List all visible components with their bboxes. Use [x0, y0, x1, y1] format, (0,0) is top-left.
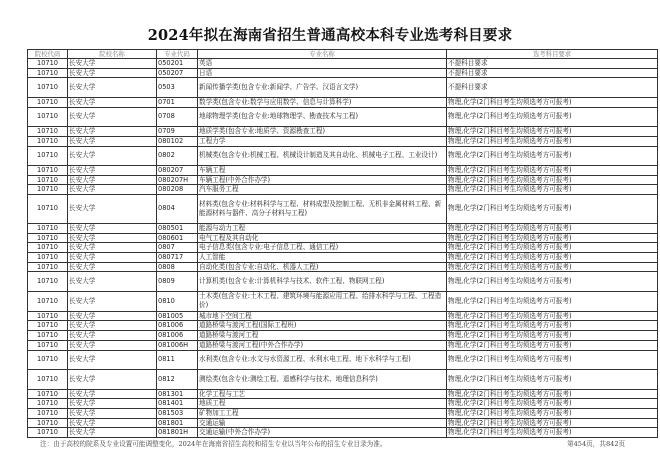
- cell-major-name: 地球物理学类(包含专业:地球物理学、勘查技术与工程): [198, 107, 447, 127]
- cell-major-code: 0811: [157, 350, 198, 370]
- cell-requirement: 物理,化学(2门科目考生均须选考方可报考): [447, 107, 658, 127]
- cell-school-code: 10710: [28, 262, 68, 272]
- cell-school-code: 10710: [28, 243, 68, 253]
- cell-school-code: 10710: [28, 175, 68, 185]
- cell-school-code: 10710: [28, 185, 68, 195]
- cell-school-name: 长安大学: [68, 127, 157, 137]
- cell-school-code: 10710: [28, 166, 68, 176]
- cell-school-name: 长安大学: [68, 428, 157, 438]
- cell-major-name: 汽车服务工程: [198, 185, 447, 195]
- cell-school-name: 长安大学: [68, 233, 157, 243]
- cell-school-name: 长安大学: [68, 331, 157, 341]
- cell-major-code: 0709: [157, 127, 198, 137]
- cell-major-name: 地质工程: [198, 399, 447, 409]
- cell-school-name: 长安大学: [68, 311, 157, 321]
- cell-requirement: 物理,化学(2门科目考生均须选考方可报考): [447, 272, 658, 292]
- table-row: [28, 195, 658, 224]
- table-header-row: [28, 50, 658, 59]
- cell-major-name: 化学工程与工艺: [198, 389, 447, 399]
- cell-major-name: 人工智能: [198, 253, 447, 263]
- header-school-name: 院校名称: [68, 50, 157, 59]
- cell-major-code: 080207H: [157, 175, 198, 185]
- table-row: [28, 262, 658, 272]
- cell-major-name: 计算机类(包含专业:计算机科学与技术、软件工程、物联网工程): [198, 272, 447, 292]
- table-row: [28, 233, 658, 243]
- cell-major-name: 测绘类(包含专业:测绘工程、遥感科学与技术、地理信息科学): [198, 370, 447, 390]
- cell-requirement: 物理,化学(2门科目考生均须选考方可报考): [447, 175, 658, 185]
- cell-school-name: 长安大学: [68, 418, 157, 428]
- table-row: [28, 243, 658, 253]
- table-row: [28, 311, 658, 321]
- cell-school-name: 长安大学: [68, 291, 157, 311]
- cell-major-code: 0809: [157, 272, 198, 292]
- table-row: [28, 68, 658, 78]
- cell-major-code: 081006H: [157, 340, 198, 350]
- cell-school-name: 长安大学: [68, 107, 157, 127]
- cell-school-code: 10710: [28, 321, 68, 331]
- header-requirement: 选考科目要求: [447, 50, 658, 59]
- table-row: [28, 136, 658, 146]
- cell-school-code: 10710: [28, 146, 68, 166]
- cell-school-code: 10710: [28, 127, 68, 137]
- cell-school-name: 长安大学: [68, 389, 157, 399]
- cell-school-name: 长安大学: [68, 399, 157, 409]
- cell-major-code: 080501: [157, 223, 198, 233]
- cell-requirement: 物理,化学(2门科目考生均须选考方可报考): [447, 418, 658, 428]
- cell-requirement: 物理,化学(2门科目考生均须选考方可报考): [447, 331, 658, 341]
- cell-school-code: 10710: [28, 136, 68, 146]
- cell-major-code: 081006: [157, 331, 198, 341]
- cell-school-code: 10710: [28, 78, 68, 98]
- cell-school-code: 10710: [28, 370, 68, 390]
- cell-requirement: 不提科目要求: [447, 78, 658, 98]
- cell-school-name: 长安大学: [68, 97, 157, 107]
- table-row: [28, 127, 658, 137]
- cell-school-name: 长安大学: [68, 136, 157, 146]
- cell-major-name: 机械类(包含专业:机械工程、机械设计制造及其自动化、机械电子工程、工业设计): [198, 146, 447, 166]
- cell-requirement: 物理,化学(2门科目考生均须选考方可报考): [447, 291, 658, 311]
- cell-major-name: 能源与动力工程: [198, 223, 447, 233]
- cell-requirement: 物理,化学(2门科目考生均须选考方可报考): [447, 195, 658, 224]
- cell-school-code: 10710: [28, 428, 68, 438]
- cell-school-name: 长安大学: [68, 243, 157, 253]
- cell-requirement: 物理,化学(2门科目考生均须选考方可报考): [447, 233, 658, 243]
- cell-major-name: 道路桥梁与渡河工程: [198, 331, 447, 341]
- cell-requirement: 物理,化学(2门科目考生均须选考方可报考): [447, 262, 658, 272]
- table-row: [28, 185, 658, 195]
- table-row: [28, 223, 658, 233]
- cell-school-name: 长安大学: [68, 185, 157, 195]
- cell-major-name: 材料类(包含专业:材料科学与工程、材料成型及控制工程、无机非金属材料工程、新能源材料与器件、高分子材料与工程): [198, 195, 447, 224]
- cell-school-code: 10710: [28, 418, 68, 428]
- cell-requirement: 物理,化学(2门科目考生均须选考方可报考): [447, 370, 658, 390]
- cell-major-name: 矿物加工工程: [198, 408, 447, 418]
- cell-major-code: 080102: [157, 136, 198, 146]
- cell-school-name: 长安大学: [68, 68, 157, 78]
- cell-school-name: 长安大学: [68, 166, 157, 176]
- cell-school-code: 10710: [28, 253, 68, 263]
- cell-major-code: 080601: [157, 233, 198, 243]
- cell-requirement: 物理,化学(2门科目考生均须选考方可报考): [447, 428, 658, 438]
- cell-school-name: 长安大学: [68, 175, 157, 185]
- cell-requirement: 物理,化学(2门科目考生均须选考方可报考): [447, 253, 658, 263]
- cell-major-code: 0802: [157, 146, 198, 166]
- cell-requirement: 物理,化学(2门科目考生均须选考方可报考): [447, 321, 658, 331]
- cell-school-code: 10710: [28, 59, 68, 69]
- cell-requirement: 物理,化学(2门科目考生均须选考方可报考): [447, 311, 658, 321]
- cell-major-code: 0701: [157, 97, 198, 107]
- cell-requirement: 物理,化学(2门科目考生均须选考方可报考): [447, 399, 658, 409]
- cell-school-code: 10710: [28, 272, 68, 292]
- cell-major-name: 车辆工程(中外合作办学): [198, 175, 447, 185]
- cell-major-code: 0810: [157, 291, 198, 311]
- table-row: [28, 272, 658, 292]
- table-row: [28, 97, 658, 107]
- cell-major-code: 081301: [157, 389, 198, 399]
- cell-school-code: 10710: [28, 195, 68, 224]
- cell-school-name: 长安大学: [68, 146, 157, 166]
- cell-school-code: 10710: [28, 107, 68, 127]
- cell-school-code: 10710: [28, 389, 68, 399]
- cell-requirement: 物理,化学(2门科目考生均须选考方可报考): [447, 127, 658, 137]
- table-row: [28, 146, 658, 166]
- cell-school-name: 长安大学: [68, 340, 157, 350]
- cell-school-name: 长安大学: [68, 350, 157, 370]
- cell-major-name: 交通运输(中外合作办学): [198, 428, 447, 438]
- table-row: [28, 331, 658, 341]
- cell-school-name: 长安大学: [68, 78, 157, 98]
- table-row: [28, 175, 658, 185]
- cell-major-code: 081801H: [157, 428, 198, 438]
- table-row: [28, 408, 658, 418]
- footnote: 注：由于高校的院系及专业设置可能调整变化，2024年在海南省招生高校和招生专业以当年公布的招生专业目录为准。: [40, 440, 387, 448]
- cell-major-code: 050201: [157, 59, 198, 69]
- cell-major-name: 车辆工程: [198, 166, 447, 176]
- cell-school-name: 长安大学: [68, 272, 157, 292]
- cell-major-name: 道路桥梁与渡河工程(中外合作办学): [198, 340, 447, 350]
- cell-major-name: 自动化类(包含专业:自动化、机器人工程): [198, 262, 447, 272]
- cell-major-code: 080717: [157, 253, 198, 263]
- cell-school-name: 长安大学: [68, 408, 157, 418]
- table-row: [28, 370, 658, 390]
- table-row: [28, 78, 658, 98]
- table-body: [28, 59, 658, 438]
- cell-major-name: 道路桥梁与渡河工程(国际工程班): [198, 321, 447, 331]
- cell-requirement: 物理,化学(2门科目考生均须选考方可报考): [447, 340, 658, 350]
- cell-requirement: 物理,化学(2门科目考生均须选考方可报考): [447, 166, 658, 176]
- cell-school-name: 长安大学: [68, 195, 157, 224]
- table-row: [28, 389, 658, 399]
- cell-school-code: 10710: [28, 331, 68, 341]
- cell-major-name: 城市地下空间工程: [198, 311, 447, 321]
- header-major-code: 专业代码: [157, 50, 198, 59]
- cell-school-name: 长安大学: [68, 321, 157, 331]
- cell-major-code: 0804: [157, 195, 198, 224]
- cell-major-code: 080207: [157, 166, 198, 176]
- cell-requirement: 物理,化学(2门科目考生均须选考方可报考): [447, 97, 658, 107]
- cell-major-name: 新闻传播学类(包含专业:新闻学、广告学、汉语言文学): [198, 78, 447, 98]
- table-row: [28, 428, 658, 438]
- table-row: [28, 107, 658, 127]
- table-row: [28, 59, 658, 69]
- cell-major-code: 080208: [157, 185, 198, 195]
- table-row: [28, 166, 658, 176]
- cell-major-code: 0503: [157, 78, 198, 98]
- table-row: [28, 399, 658, 409]
- table-row: [28, 350, 658, 370]
- cell-major-name: 英语: [198, 59, 447, 69]
- table-row: [28, 291, 658, 311]
- cell-requirement: 不提科目要求: [447, 68, 658, 78]
- cell-school-code: 10710: [28, 408, 68, 418]
- cell-school-name: 长安大学: [68, 370, 157, 390]
- cell-school-code: 10710: [28, 291, 68, 311]
- page-indicator: 第454页，共842页: [567, 440, 626, 448]
- cell-requirement: 物理,化学(2门科目考生均须选考方可报考): [447, 185, 658, 195]
- cell-school-name: 长安大学: [68, 253, 157, 263]
- cell-major-name: 交通运输: [198, 418, 447, 428]
- cell-school-name: 长安大学: [68, 223, 157, 233]
- cell-requirement: 物理,化学(2门科目考生均须选考方可报考): [447, 223, 658, 233]
- cell-major-code: 0708: [157, 107, 198, 127]
- subject-requirements-table: [27, 49, 658, 438]
- header-school-code: 院校代码: [28, 50, 68, 59]
- table-row: [28, 418, 658, 428]
- cell-major-name: 日语: [198, 68, 447, 78]
- cell-major-name: 数学类(包含专业:数学与应用数学、信息与计算科学): [198, 97, 447, 107]
- cell-school-code: 10710: [28, 350, 68, 370]
- cell-school-name: 长安大学: [68, 262, 157, 272]
- cell-requirement: 物理,化学(2门科目考生均须选考方可报考): [447, 146, 658, 166]
- cell-school-name: 长安大学: [68, 59, 157, 69]
- cell-major-name: 地质学类(包含专业:地质学、资源勘查工程): [198, 127, 447, 137]
- cell-major-name: 水利类(包含专业:水文与水资源工程、水利水电工程、地下水科学与工程): [198, 350, 447, 370]
- cell-major-code: 050207: [157, 68, 198, 78]
- table-row: [28, 253, 658, 263]
- cell-school-code: 10710: [28, 399, 68, 409]
- cell-major-code: 081005: [157, 311, 198, 321]
- cell-major-code: 0807: [157, 243, 198, 253]
- cell-major-code: 081401: [157, 399, 198, 409]
- cell-school-code: 10710: [28, 311, 68, 321]
- cell-major-code: 081006: [157, 321, 198, 331]
- cell-major-name: 土木类(包含专业:土木工程、建筑环境与能源应用工程、给排水科学与工程、工程造价): [198, 291, 447, 311]
- document-title: 2024年拟在海南省招生普通高校本科专业选考科目要求: [147, 27, 513, 44]
- cell-requirement: 不提科目要求: [447, 59, 658, 69]
- header-major-name: 专业名称: [198, 50, 447, 59]
- cell-requirement: 物理,化学(2门科目考生均须选考方可报考): [447, 389, 658, 399]
- cell-major-name: 电子信息类(包含专业:电子信息工程、通信工程): [198, 243, 447, 253]
- cell-major-code: 081503: [157, 408, 198, 418]
- table-row: [28, 321, 658, 331]
- cell-school-code: 10710: [28, 97, 68, 107]
- cell-major-name: 工程力学: [198, 136, 447, 146]
- cell-requirement: 物理,化学(2门科目考生均须选考方可报考): [447, 408, 658, 418]
- cell-major-code: 0812: [157, 370, 198, 390]
- cell-major-name: 电气工程及其自动化: [198, 233, 447, 243]
- cell-school-code: 10710: [28, 223, 68, 233]
- cell-school-code: 10710: [28, 233, 68, 243]
- cell-school-code: 10710: [28, 340, 68, 350]
- table-row: [28, 340, 658, 350]
- cell-major-code: 0808: [157, 262, 198, 272]
- cell-school-code: 10710: [28, 68, 68, 78]
- cell-requirement: 物理,化学(2门科目考生均须选考方可报考): [447, 136, 658, 146]
- cell-requirement: 物理,化学(2门科目考生均须选考方可报考): [447, 243, 658, 253]
- cell-requirement: 物理,化学(2门科目考生均须选考方可报考): [447, 350, 658, 370]
- cell-major-code: 081801: [157, 418, 198, 428]
